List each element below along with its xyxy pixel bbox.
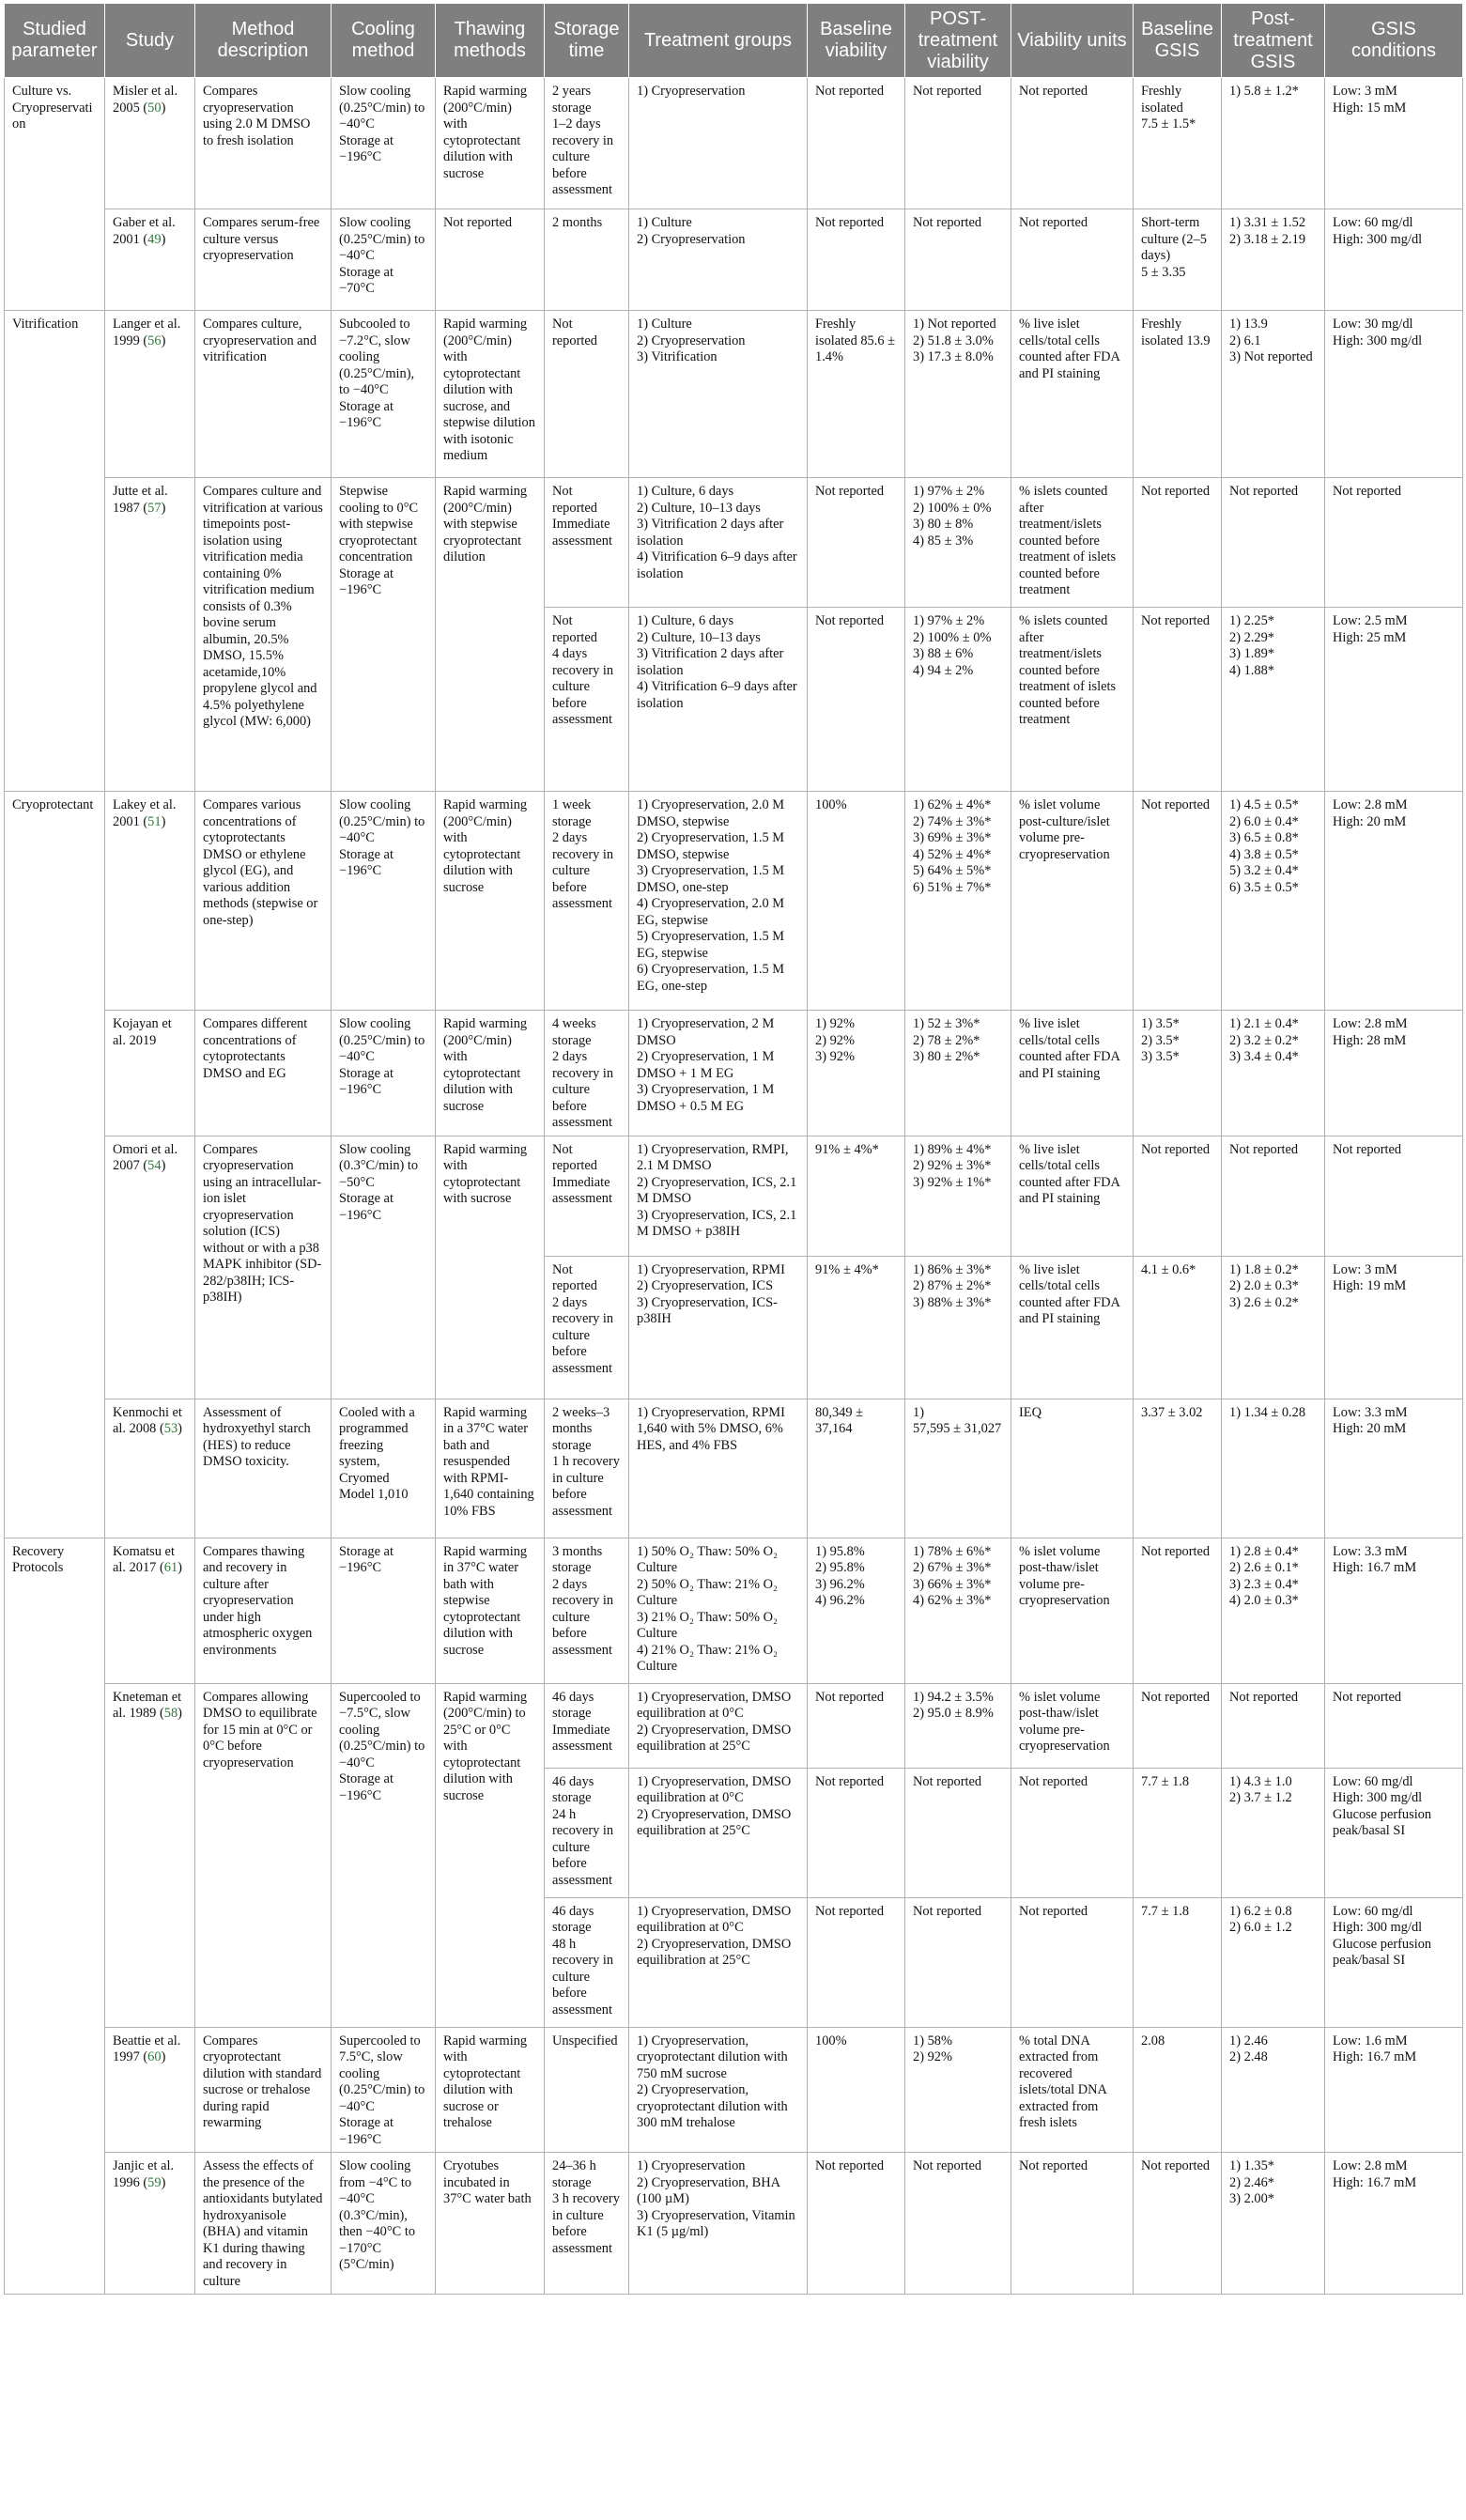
baseline-gsis-cell: 7.7 ± 1.8 xyxy=(1134,1897,1222,2027)
viability-units-cell: Not reported xyxy=(1011,1768,1134,1897)
method-cell: Compares culture, cryopreservation and vitrification xyxy=(195,311,332,478)
post-gsis-cell: Not reported xyxy=(1222,1136,1325,1256)
table-row xyxy=(5,1399,1463,1538)
table-row xyxy=(5,311,1463,478)
gsis-conditions-cell: Not reported xyxy=(1325,1683,1463,1768)
storage-cell: Not reported 4 days recovery in culture before assessment xyxy=(545,608,629,792)
method-cell: Compares culture and vitrification at various timepoints post-isolation using vitrification media containing 0% vitrification medium consists of 0.3% bovine serum albumin, 20.5% DMSO, 15.5% acetamide,10% propylene glycol and 4.5% polyethylene glycol (MW: 6,000) xyxy=(195,478,332,792)
storage-cell: Not reported Immediate assessment xyxy=(545,1136,629,1256)
storage-cell: Not reported xyxy=(545,311,629,478)
reference-link[interactable]: 54 xyxy=(147,1158,162,1173)
viability-units-cell: % live islet cells/total cells counted after FDA and PI staining xyxy=(1011,1256,1134,1399)
groups-cell: 1) Cryopreservation, RPMI 1,640 with 5% DMSO, 6% HES, and 4% FBS xyxy=(629,1399,808,1538)
viability-units-cell: % live islet cells/total cells counted after FDA and PI staining xyxy=(1011,1136,1134,1256)
post-gsis-cell: 1) 1.34 ± 0.28 xyxy=(1222,1399,1325,1538)
baseline-viability-cell: 100% xyxy=(808,792,905,1011)
method-cell: Compares cryopreservation using an intracellular-ion islet cryopreservation solution (ICS) without or with a p38 MAPK inhibitor (SD-282/p38IH; ICS-p38IH) xyxy=(195,1136,332,1399)
cooling-cell: Supercooled to −7.5°C, slow cooling (0.25°C/min) to −40°C Storage at −196°C xyxy=(332,1683,436,2027)
baseline-viability-cell: 1) 95.8% 2) 95.8% 3) 96.2% 4) 96.2% xyxy=(808,1538,905,1683)
method-cell: Compares serum-free culture versus cryopreservation xyxy=(195,209,332,311)
viability-units-cell: % total DNA extracted from recovered islets/total DNA extracted from fresh islets xyxy=(1011,2027,1134,2153)
gsis-conditions-cell: Low: 3 mM High: 19 mM xyxy=(1325,1256,1463,1399)
table-row xyxy=(5,1136,1463,1256)
gsis-conditions-cell: Low: 30 mg/dl High: 300 mg/dl xyxy=(1325,311,1463,478)
groups-cell: 1) Cryopreservation, DMSO equilibration at 0°C 2) Cryopreservation, DMSO equilibration at 25°C xyxy=(629,1768,808,1897)
viability-units-cell: % islets counted after treatment/islets counted before treatment of islets counted before treatment xyxy=(1011,608,1134,792)
study-cell: Lakey et al. 2001 (51) xyxy=(105,792,195,1011)
gsis-conditions-cell: Low: 2.8 mM High: 20 mM xyxy=(1325,792,1463,1011)
cooling-cell: Slow cooling (0.25°C/min) to −40°C Storage at −196°C xyxy=(332,78,436,209)
groups-cell: 1) Cryopreservation 2) Cryopreservation, BHA (100 µM) 3) Cryopreservation, Vitamin K1 (5 µg/ml) xyxy=(629,2153,808,2295)
cooling-cell: Stepwise cooling to 0°C with stepwise cryoprotectant concentration Storage at −196°C xyxy=(332,478,436,792)
baseline-viability-cell: Not reported xyxy=(808,1897,905,2027)
viability-units-cell: Not reported xyxy=(1011,78,1134,209)
table-row xyxy=(5,1683,1463,1768)
study-cell: Kenmochi et al. 2008 (53) xyxy=(105,1399,195,1538)
groups-cell: 1) Culture 2) Cryopreservation 3) Vitrification xyxy=(629,311,808,478)
storage-cell: 2 weeks–3 months storage 1 h recovery in culture before assessment xyxy=(545,1399,629,1538)
storage-cell: 46 days storage Immediate assessment xyxy=(545,1683,629,1768)
thawing-cell: Rapid warming with cytoprotectant dilution with sucrose or trehalose xyxy=(436,2027,545,2153)
study-cell: Langer et al. 1999 (56) xyxy=(105,311,195,478)
cooling-cell: Slow cooling (0.25°C/min) to −40°C Storage at −196°C xyxy=(332,792,436,1011)
reference-link[interactable]: 59 xyxy=(147,2174,162,2190)
method-cell: Compares thawing and recovery in culture after cryopreservation under high atmospheric oxygen environments xyxy=(195,1538,332,1683)
cryopreservation-studies-table xyxy=(4,3,1463,2295)
table-row xyxy=(5,792,1463,1011)
method-cell: Assess the effects of the presence of the antioxidants butylated hydroxyanisole (BHA) and vitamin K1 during thawing and recovery in culture xyxy=(195,2153,332,2295)
reference-link[interactable]: 60 xyxy=(147,2049,162,2064)
col-header: Storage time xyxy=(545,4,629,78)
post-gsis-cell: Not reported xyxy=(1222,478,1325,608)
col-header: Study xyxy=(105,4,195,78)
cooling-cell: Slow cooling (0.25°C/min) to −40°C Storage at −196°C xyxy=(332,1011,436,1136)
col-header: POST-treatment viability xyxy=(905,4,1011,78)
viability-units-cell: IEQ xyxy=(1011,1399,1134,1538)
reference-link[interactable]: 56 xyxy=(147,332,162,348)
post-viability-cell: 1) 52 ± 3%* 2) 78 ± 2%* 3) 80 ± 2%* xyxy=(905,1011,1011,1136)
gsis-conditions-cell: Low: 1.6 mM High: 16.7 mM xyxy=(1325,2027,1463,2153)
baseline-viability-cell: 91% ± 4%* xyxy=(808,1136,905,1256)
thawing-cell: Rapid warming with cytoprotectant with sucrose xyxy=(436,1136,545,1399)
baseline-gsis-cell: 3.37 ± 3.02 xyxy=(1134,1399,1222,1538)
method-cell: Compares cryopreservation using 2.0 M DMSO to fresh isolation xyxy=(195,78,332,209)
study-cell: Beattie et al. 1997 (60) xyxy=(105,2027,195,2153)
reference-link[interactable]: 50 xyxy=(147,100,162,116)
header-row xyxy=(5,4,1463,78)
post-viability-cell: 1) 58% 2) 92% xyxy=(905,2027,1011,2153)
viability-units-cell: % live islet cells/total cells counted after FDA and PI staining xyxy=(1011,1011,1134,1136)
groups-cell: 1) 50% O₂ Thaw: 50% O₂ Culture 2) 50% O₂ Thaw: 21% O₂ Culture 3) 21% O₂ Thaw: 50% O₂ Culture 4) 21% O₂ Thaw: 21% O₂ Culture xyxy=(629,1538,808,1683)
post-viability-cell: Not reported xyxy=(905,209,1011,311)
cooling-cell: Storage at −196°C xyxy=(332,1538,436,1683)
baseline-gsis-cell: 2.08 xyxy=(1134,2027,1222,2153)
post-viability-cell: Not reported xyxy=(905,78,1011,209)
post-gsis-cell: Not reported xyxy=(1222,1683,1325,1768)
groups-cell: 1) Cryopreservation, RMPI, 2.1 M DMSO 2) Cryopreservation, ICS, 2.1 M DMSO 3) Cryopreservation, ICS, 2.1 M DMSO + p38IH xyxy=(629,1136,808,1256)
table-row xyxy=(5,78,1463,209)
study-cell: Misler et al. 2005 (50) xyxy=(105,78,195,209)
baseline-viability-cell: 80,349 ± 37,164 xyxy=(808,1399,905,1538)
baseline-gsis-cell: Not reported xyxy=(1134,2153,1222,2295)
post-viability-cell: Not reported xyxy=(905,2153,1011,2295)
study-cell: Kojayan et al. 2019 xyxy=(105,1011,195,1136)
viability-units-cell: % live islet cells/total cells counted after FDA and PI staining xyxy=(1011,311,1134,478)
baseline-gsis-cell: Freshly isolated 13.9 xyxy=(1134,311,1222,478)
viability-units-cell: Not reported xyxy=(1011,209,1134,311)
baseline-gsis-cell: Short-term culture (2–5 days) 5 ± 3.35 xyxy=(1134,209,1222,311)
col-header: Post-treatment GSIS xyxy=(1222,4,1325,78)
cooling-cell: Slow cooling from −4°C to −40°C (0.3°C/min), then −40°C to −170°C (5°C/min) xyxy=(332,2153,436,2295)
col-header: Treatment groups xyxy=(629,4,808,78)
gsis-conditions-cell: Low: 2.8 mM High: 28 mM xyxy=(1325,1011,1463,1136)
viability-units-cell: Not reported xyxy=(1011,2153,1134,2295)
method-cell: Compares allowing DMSO to equilibrate for 15 min at 0°C or 0°C before cryopreservation xyxy=(195,1683,332,2027)
study-cell: Komatsu et al. 2017 (61) xyxy=(105,1538,195,1683)
col-header: Studied parameter xyxy=(5,4,105,78)
post-gsis-cell: 1) 6.2 ± 0.8 2) 6.0 ± 1.2 xyxy=(1222,1897,1325,2027)
thawing-cell: Rapid warming (200°C/min) with cytoprotectant dilution with sucrose, and stepwise dilution with isotonic medium xyxy=(436,311,545,478)
table-row xyxy=(5,2153,1463,2295)
storage-cell: 24–36 h storage 3 h recovery in culture before assessment xyxy=(545,2153,629,2295)
viability-units-cell: Not reported xyxy=(1011,1897,1134,2027)
groups-cell: 1) Cryopreservation, 2 M DMSO 2) Cryopreservation, 1 M DMSO + 1 M EG 3) Cryopreservation, 1 M DMSO + 0.5 M EG xyxy=(629,1011,808,1136)
groups-cell: 1) Cryopreservation, RPMI 2) Cryopreservation, ICS 3) Cryopreservation, ICS-p38IH xyxy=(629,1256,808,1399)
post-viability-cell: 1) Not reported 2) 51.8 ± 3.0% 3) 17.3 ± 8.0% xyxy=(905,311,1011,478)
post-viability-cell: 1) 78% ± 6%* 2) 67% ± 3%* 3) 66% ± 3%* 4) 62% ± 3%* xyxy=(905,1538,1011,1683)
gsis-conditions-cell: Low: 60 mg/dl High: 300 mg/dl xyxy=(1325,209,1463,311)
baseline-gsis-cell: Not reported xyxy=(1134,1136,1222,1256)
storage-cell: 4 weeks storage 2 days recovery in culture before assessment xyxy=(545,1011,629,1136)
thawing-cell: Rapid warming (200°C/min) with cytoprotectant dilution with sucrose xyxy=(436,78,545,209)
table-row xyxy=(5,478,1463,608)
storage-cell: Not reported 2 days recovery in culture before assessment xyxy=(545,1256,629,1399)
baseline-viability-cell: 1) 92% 2) 92% 3) 92% xyxy=(808,1011,905,1136)
groups-cell: 1) Cryopreservation, cryoprotectant dilution with 750 mM sucrose 2) Cryopreservation, cryoprotectant dilution with 300 mM trehalose xyxy=(629,2027,808,2153)
gsis-conditions-cell: Low: 3.3 mM High: 16.7 mM xyxy=(1325,1538,1463,1683)
storage-cell: 46 days storage 48 h recovery in culture before assessment xyxy=(545,1897,629,2027)
col-header: Thawing methods xyxy=(436,4,545,78)
post-gsis-cell: 1) 3.31 ± 1.52 2) 3.18 ± 2.19 xyxy=(1222,209,1325,311)
gsis-conditions-cell: Low: 3 mM High: 15 mM xyxy=(1325,78,1463,209)
baseline-viability-cell: Not reported xyxy=(808,1768,905,1897)
storage-cell: Not reported Immediate assessment xyxy=(545,478,629,608)
cooling-cell: Slow cooling (0.25°C/min) to −40°C Storage at −70°C xyxy=(332,209,436,311)
cooling-cell: Cooled with a programmed freezing system, Cryomed Model 1,010 xyxy=(332,1399,436,1538)
post-viability-cell: 1) 94.2 ± 3.5% 2) 95.0 ± 8.9% xyxy=(905,1683,1011,1768)
cooling-cell: Subcooled to −7.2°C, slow cooling (0.25°C/min), to −40°C Storage at −196°C xyxy=(332,311,436,478)
post-gsis-cell: 1) 2.8 ± 0.4* 2) 2.6 ± 0.1* 3) 2.3 ± 0.4* 4) 2.0 ± 0.3* xyxy=(1222,1538,1325,1683)
thawing-cell: Rapid warming (200°C/min) with cytoprotectant dilution with sucrose xyxy=(436,792,545,1011)
col-header: Baseline GSIS xyxy=(1134,4,1222,78)
thawing-cell: Rapid warming (200°C/min) with cytoprotectant dilution with sucrose xyxy=(436,1011,545,1136)
thawing-cell: Cryotubes incubated in 37°C water bath xyxy=(436,2153,545,2295)
post-viability-cell: 1) 57,595 ± 31,027 xyxy=(905,1399,1011,1538)
gsis-conditions-cell: Low: 3.3 mM High: 20 mM xyxy=(1325,1399,1463,1538)
post-gsis-cell: 1) 2.1 ± 0.4* 2) 3.2 ± 0.2* 3) 3.4 ± 0.4* xyxy=(1222,1011,1325,1136)
baseline-viability-cell: Not reported xyxy=(808,478,905,608)
baseline-gsis-cell: Not reported xyxy=(1134,1683,1222,1768)
viability-units-cell: % islet volume post-thaw/islet volume pre-cryopreservation xyxy=(1011,1538,1134,1683)
method-cell: Assessment of hydroxyethyl starch (HES) to reduce DMSO toxicity. xyxy=(195,1399,332,1538)
reference-link[interactable]: 53 xyxy=(163,1421,178,1436)
gsis-conditions-cell: Low: 60 mg/dl High: 300 mg/dl Glucose perfusion peak/basal SI xyxy=(1325,1897,1463,2027)
reference-link[interactable]: 57 xyxy=(147,500,162,516)
thawing-cell: Not reported xyxy=(436,209,545,311)
groups-cell: 1) Culture, 6 days 2) Culture, 10–13 days 3) Vitrification 2 days after isolation 4) Vitrification 6–9 days after isolation xyxy=(629,608,808,792)
study-cell: Kneteman et al. 1989 (58) xyxy=(105,1683,195,2027)
post-viability-cell: 1) 97% ± 2% 2) 100% ± 0% 3) 88 ± 6% 4) 94 ± 2% xyxy=(905,608,1011,792)
baseline-gsis-cell: Freshly isolated 7.5 ± 1.5* xyxy=(1134,78,1222,209)
post-gsis-cell: 1) 4.5 ± 0.5* 2) 6.0 ± 0.4* 3) 6.5 ± 0.8* 4) 3.8 ± 0.5* 5) 3.2 ± 0.4* 6) 3.5 ± 0.5* xyxy=(1222,792,1325,1011)
gsis-conditions-cell: Not reported xyxy=(1325,478,1463,608)
studied-parameter-cell: Culture vs. Cryopreservation xyxy=(5,78,105,311)
col-header: Baseline viability xyxy=(808,4,905,78)
method-cell: Compares various concentrations of cytoprotectants DMSO or ethylene glycol (EG), and various addition methods (stepwise or one-step) xyxy=(195,792,332,1011)
baseline-viability-cell: 91% ± 4%* xyxy=(808,1256,905,1399)
baseline-viability-cell: Not reported xyxy=(808,2153,905,2295)
cooling-cell: Slow cooling (0.3°C/min) to −50°C Storage at −196°C xyxy=(332,1136,436,1399)
table-row xyxy=(5,2027,1463,2153)
viability-units-cell: % islets counted after treatment/islets counted before treatment of islets counted before treatment xyxy=(1011,478,1134,608)
post-viability-cell: Not reported xyxy=(905,1897,1011,2027)
baseline-gsis-cell: 7.7 ± 1.8 xyxy=(1134,1768,1222,1897)
studied-parameter-cell: Cryoprotectant xyxy=(5,792,105,1538)
groups-cell: 1) Cryopreservation, DMSO equilibration at 0°C 2) Cryopreservation, DMSO equilibration at 25°C xyxy=(629,1683,808,1768)
post-gsis-cell: 1) 4.3 ± 1.0 2) 3.7 ± 1.2 xyxy=(1222,1768,1325,1897)
study-cell: Janjic et al. 1996 (59) xyxy=(105,2153,195,2295)
gsis-conditions-cell: Not reported xyxy=(1325,1136,1463,1256)
baseline-viability-cell: Not reported xyxy=(808,1683,905,1768)
post-gsis-cell: 1) 1.8 ± 0.2* 2) 2.0 ± 0.3* 3) 2.6 ± 0.2* xyxy=(1222,1256,1325,1399)
baseline-gsis-cell: 4.1 ± 0.6* xyxy=(1134,1256,1222,1399)
groups-cell: 1) Cryopreservation, 2.0 M DMSO, stepwise 2) Cryopreservation, 1.5 M DMSO, stepwise 3) Cryopreservation, 1.5 M DMSO, one-step 4) Cryopreservation, 2.0 M EG, stepwise 5) Cryopreservation, 1.5 M EG, stepwise 6) Cryopreservation, 1.5 M EG, one-step xyxy=(629,792,808,1011)
storage-cell: 1 week storage 2 days recovery in culture before assessment xyxy=(545,792,629,1011)
gsis-conditions-cell: Low: 2.5 mM High: 25 mM xyxy=(1325,608,1463,792)
storage-cell: 3 months storage 2 days recovery in culture before assessment xyxy=(545,1538,629,1683)
studied-parameter-cell: Recovery Protocols xyxy=(5,1538,105,2295)
thawing-cell: Rapid warming (200°C/min) to 25°C or 0°C with cytoprotectant dilution with sucrose xyxy=(436,1683,545,2027)
col-header: Cooling method xyxy=(332,4,436,78)
post-viability-cell: 1) 97% ± 2% 2) 100% ± 0% 3) 80 ± 8% 4) 85 ± 3% xyxy=(905,478,1011,608)
table-row xyxy=(5,1011,1463,1136)
study-cell: Omori et al. 2007 (54) xyxy=(105,1136,195,1399)
storage-cell: 2 months xyxy=(545,209,629,311)
groups-cell: 1) Culture, 6 days 2) Culture, 10–13 days 3) Vitrification 2 days after isolation 4) Vitrification 6–9 days after isolation xyxy=(629,478,808,608)
table-row xyxy=(5,1538,1463,1683)
cooling-cell: Supercooled to 7.5°C, slow cooling (0.25°C/min) to −40°C Storage at −196°C xyxy=(332,2027,436,2153)
post-viability-cell: 1) 89% ± 4%* 2) 92% ± 3%* 3) 92% ± 1%* xyxy=(905,1136,1011,1256)
study-cell: Gaber et al. 2001 (49) xyxy=(105,209,195,311)
post-gsis-cell: 1) 2.46 2) 2.48 xyxy=(1222,2027,1325,2153)
post-gsis-cell: 1) 2.25* 2) 2.29* 3) 1.89* 4) 1.88* xyxy=(1222,608,1325,792)
col-header: Method description xyxy=(195,4,332,78)
baseline-gsis-cell: Not reported xyxy=(1134,792,1222,1011)
thawing-cell: Rapid warming in 37°C water bath with stepwise cytoprotectant dilution with sucrose xyxy=(436,1538,545,1683)
study-cell: Jutte et al. 1987 (57) xyxy=(105,478,195,792)
table-row xyxy=(5,209,1463,311)
baseline-gsis-cell: Not reported xyxy=(1134,608,1222,792)
post-viability-cell: Not reported xyxy=(905,1768,1011,1897)
baseline-gsis-cell: Not reported xyxy=(1134,1538,1222,1683)
reference-link[interactable]: 49 xyxy=(147,231,162,247)
reference-link[interactable]: 51 xyxy=(147,813,162,829)
baseline-gsis-cell: Not reported xyxy=(1134,478,1222,608)
gsis-conditions-cell: Low: 60 mg/dl High: 300 mg/dl Glucose perfusion peak/basal SI xyxy=(1325,1768,1463,1897)
method-cell: Compares different concentrations of cytoprotectants DMSO and EG xyxy=(195,1011,332,1136)
baseline-viability-cell: Not reported xyxy=(808,78,905,209)
post-gsis-cell: 1) 5.8 ± 1.2* xyxy=(1222,78,1325,209)
storage-cell: Unspecified xyxy=(545,2027,629,2153)
reference-link[interactable]: 58 xyxy=(163,1706,178,1721)
viability-units-cell: % islet volume post-culture/islet volume pre-cryopreservation xyxy=(1011,792,1134,1011)
post-gsis-cell: 1) 1.35* 2) 2.46* 3) 2.00* xyxy=(1222,2153,1325,2295)
groups-cell: 1) Cryopreservation, DMSO equilibration at 0°C 2) Cryopreservation, DMSO equilibration at 25°C xyxy=(629,1897,808,2027)
groups-cell: 1) Cryopreservation xyxy=(629,78,808,209)
storage-cell: 2 years storage 1–2 days recovery in culture before assessment xyxy=(545,78,629,209)
col-header: GSIS conditions xyxy=(1325,4,1463,78)
post-viability-cell: 1) 86% ± 3%* 2) 87% ± 2%* 3) 88% ± 3%* xyxy=(905,1256,1011,1399)
col-header: Viability units xyxy=(1011,4,1134,78)
viability-units-cell: % islet volume post-thaw/islet volume pre-cryopreservation xyxy=(1011,1683,1134,1768)
thawing-cell: Rapid warming in a 37°C water bath and resuspended with RPMI-1,640 containing 10% FBS xyxy=(436,1399,545,1538)
storage-cell: 46 days storage 24 h recovery in culture before assessment xyxy=(545,1768,629,1897)
groups-cell: 1) Culture 2) Cryopreservation xyxy=(629,209,808,311)
gsis-conditions-cell: Low: 2.8 mM High: 16.7 mM xyxy=(1325,2153,1463,2295)
baseline-viability-cell: Freshly isolated 85.6 ± 1.4% xyxy=(808,311,905,478)
reference-link[interactable]: 61 xyxy=(163,1560,178,1575)
post-viability-cell: 1) 62% ± 4%* 2) 74% ± 3%* 3) 69% ± 3%* 4) 52% ± 4%* 5) 64% ± 5%* 6) 51% ± 7%* xyxy=(905,792,1011,1011)
thawing-cell: Rapid warming (200°C/min) with stepwise cryoprotectant dilution xyxy=(436,478,545,792)
baseline-viability-cell: 100% xyxy=(808,2027,905,2153)
post-gsis-cell: 1) 13.9 2) 6.1 3) Not reported xyxy=(1222,311,1325,478)
baseline-viability-cell: Not reported xyxy=(808,608,905,792)
baseline-gsis-cell: 1) 3.5* 2) 3.5* 3) 3.5* xyxy=(1134,1011,1222,1136)
baseline-viability-cell: Not reported xyxy=(808,209,905,311)
studied-parameter-cell: Vitrification xyxy=(5,311,105,792)
method-cell: Compares cryoprotectant dilution with standard sucrose or trehalose during rapid rewarming xyxy=(195,2027,332,2153)
